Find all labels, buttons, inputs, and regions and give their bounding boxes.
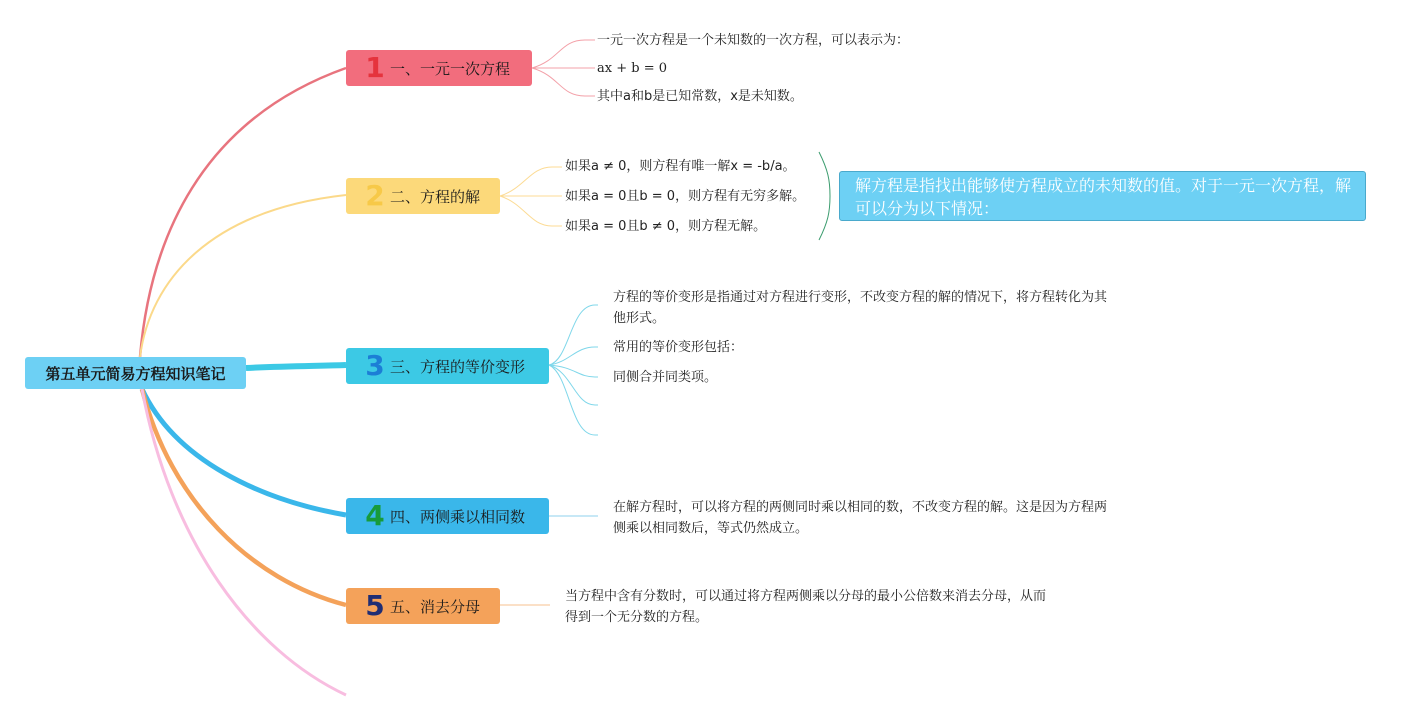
t5-leaf-1[interactable]: 当方程中含有分数时，可以通过将方程两侧乘以分母的最小公倍数来消去分母，从而得到一个无分数的方程。 [565, 589, 1047, 625]
topic-1-number: 1 [365, 51, 385, 84]
topic-3[interactable] [346, 348, 549, 384]
t2-leaf-1[interactable]: 如果a ≠ 0，则方程有唯一解x = -b/a。 [565, 159, 796, 174]
t3-leaf-2[interactable]: 常用的等价变形包括： [613, 340, 744, 355]
summary-callout-text: 解方程是指找出能够使方程成立的未知数的值。对于一元一次方程，解可以分为以下情况： [855, 176, 1352, 218]
summary-bracket [819, 152, 830, 240]
topic-5[interactable] [346, 588, 500, 624]
topic-5-number: 5 [365, 589, 385, 622]
topic-2-title: 二、方程的解 [390, 187, 481, 206]
topic-4-number: 4 [365, 499, 385, 532]
topic-2[interactable] [346, 178, 500, 214]
t2-leaf-3[interactable]: 如果a = 0且b ≠ 0，则方程无解。 [565, 219, 767, 234]
topic-4[interactable] [346, 498, 549, 534]
branch-3 [246, 365, 346, 368]
t2-connectors [500, 167, 562, 226]
topic-1[interactable] [346, 50, 532, 86]
root-title: 第五单元简易方程知识笔记 [45, 364, 226, 383]
topic-4-title: 四、两侧乘以相同数 [390, 507, 526, 526]
root-topic[interactable] [25, 357, 246, 389]
branch-2 [140, 195, 346, 357]
topic-1-title: 一、一元一次方程 [390, 59, 511, 78]
t1-connectors [532, 40, 595, 96]
topic-3-number: 3 [365, 349, 385, 382]
topic-3-title: 三、方程的等价变形 [390, 357, 526, 376]
t1-leaf-2[interactable]: ax + b = 0 [597, 61, 667, 76]
t1-leaf-3[interactable]: 其中a和b是已知常数，x是未知数。 [597, 89, 803, 104]
branch-1 [140, 68, 346, 357]
topic-5-title: 五、消去分母 [390, 597, 481, 616]
t3-leaf-1[interactable]: 方程的等价变形是指通过对方程进行变形，不改变方程的解的情况下，将方程转化为其他形式。 [613, 290, 1108, 326]
t1-leaf-1[interactable]: 一元一次方程是一个未知数的一次方程，可以表示为： [597, 33, 910, 48]
t3-leaf-3[interactable]: 同侧合并同类项。 [613, 370, 718, 385]
t3-connectors [549, 305, 598, 435]
t4-leaf-1[interactable]: 在解方程时，可以将方程的两侧同时乘以相同的数，不改变方程的解。这是因为方程两侧乘以相同数后，等式仍然成立。 [613, 500, 1108, 536]
topic-2-number: 2 [365, 179, 385, 212]
summary-callout[interactable] [839, 171, 1366, 221]
t2-leaf-2[interactable]: 如果a = 0且b = 0，则方程有无穷多解。 [565, 189, 806, 204]
